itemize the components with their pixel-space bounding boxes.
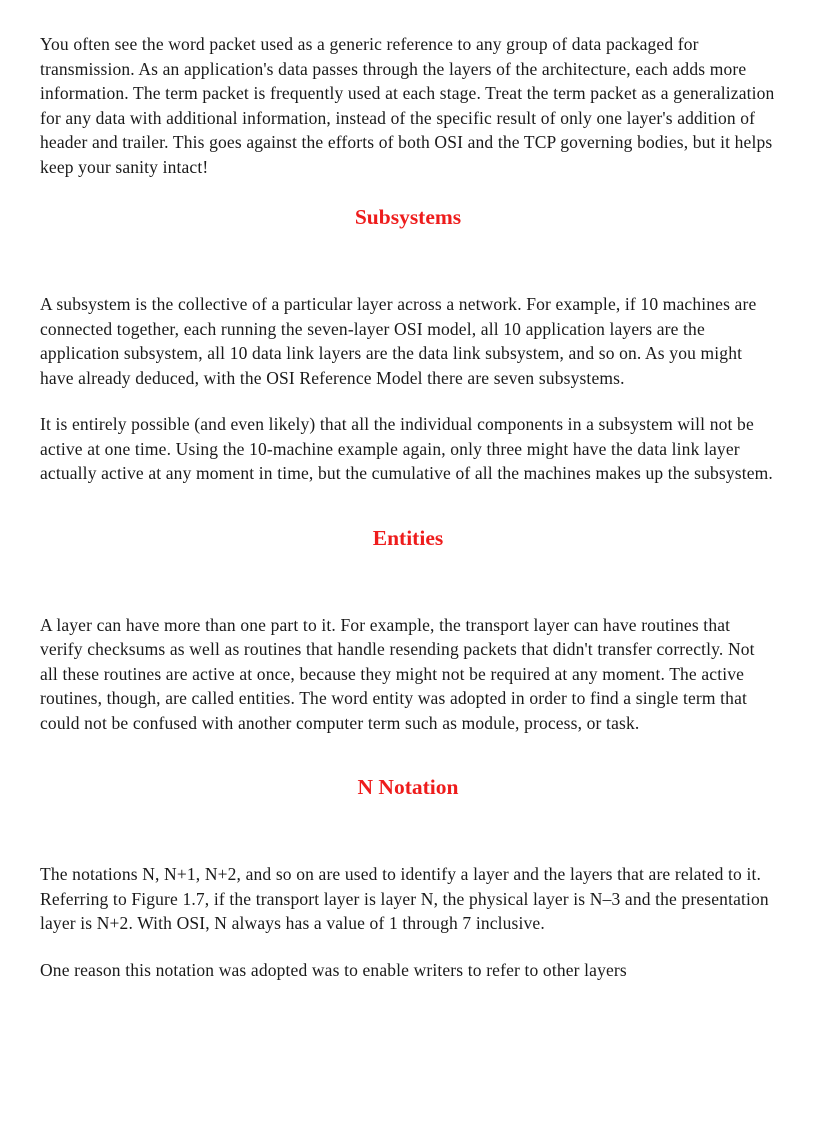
subsystems-paragraph-1: A subsystem is the collective of a particular layer across a network. For example, if 10 machines are connected together, each running the seven-layer OSI model, all 10 application layers are the application subsystem, all 10 data link layers are the data link subsystem, and so on. As you might have already deduced, with the OSI Reference Model there are seven subsystems. (40, 294, 757, 388)
n-notation-heading: N Notation (357, 775, 459, 799)
subsystems-heading: Subsystems (354, 205, 462, 229)
packet-paragraph: You often see the word packet used as a generic reference to any group of data packaged for transmission. As an application's data passes through the layers of the architecture, each adds more information. The term packet is frequently used at each stage. Treat the term packet as a generalization for any data with additional information, instead of the specific result of only one layer's addition of header and trailer. This goes against the efforts of both OSI and the TCP governing bodies, but it helps keep your sanity intact! (40, 34, 775, 177)
n-notation-paragraph-2: One reason this notation was adopted was to enable writers to refer to other layers (40, 959, 627, 980)
subsystems-paragraph-2: It is entirely possible (and even likely) that all the individual components in a subsystem will not be active at one time. Using the 10-machine example again, only three might have the data link layer actually active at any moment in time, but the cumulative of all the machines makes up the subsystem. (40, 414, 773, 483)
n-notation-paragraph-1: The notations N, N+1, N+2, and so on are used to identify a layer and the layers that are related to it. Referring to Figure 1.7, if the transport layer is layer N, the physical layer is N–3 and the presentation layer is N+2. With OSI, N always has a value of 1 through 7 inclusive. (40, 864, 769, 933)
entities-paragraph: A layer can have more than one part to it. For example, the transport layer can have routines that verify checksums as well as routines that handle resending packets that didn't transfer correctly. Not all these routines are active at once, because they might not be required at any moment. The active routines, though, are called entities. The word entity was adopted in order to find a single term that could not be confused with another computer term such as module, process, or task. (40, 614, 755, 733)
entities-heading: Entities (372, 525, 444, 550)
